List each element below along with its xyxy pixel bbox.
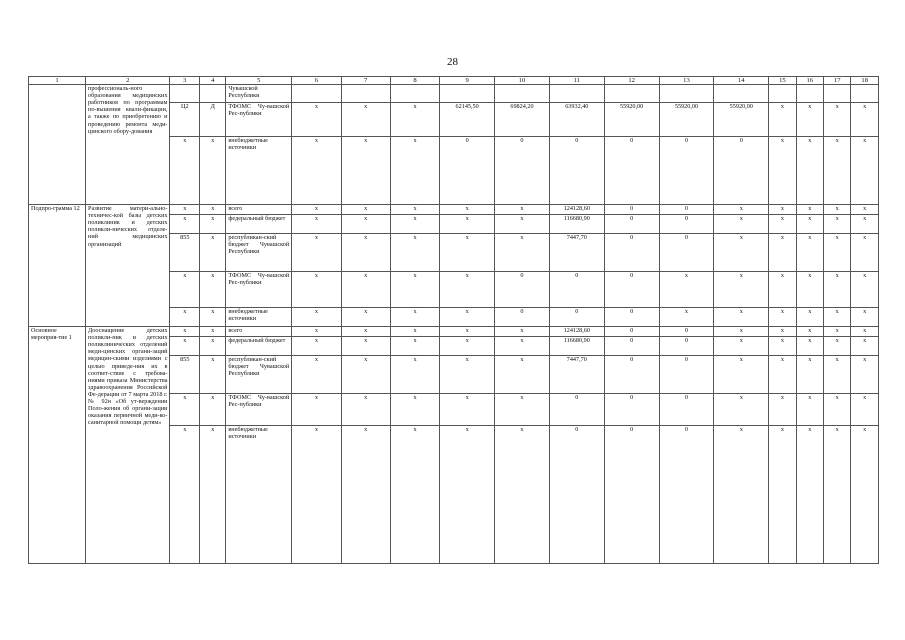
code-cell: х: [200, 272, 226, 308]
value-cell: х: [824, 137, 851, 205]
value-cell: х: [440, 272, 495, 308]
code-cell: х: [170, 308, 200, 327]
budget-table: [28, 76, 879, 564]
value-cell: х: [796, 234, 823, 272]
value-cell: х: [292, 394, 341, 426]
value-cell: 55920,00: [659, 103, 714, 137]
funding-source-cell: республикан-ский бюджет Чувашской Республики: [226, 356, 292, 394]
value-cell: х: [824, 394, 851, 426]
funding-source-cell: Чувашской Республики: [226, 85, 292, 103]
value-cell: х: [495, 356, 550, 394]
value-cell: 0: [604, 137, 659, 205]
value-cell: х: [292, 308, 341, 327]
value-cell: 0: [659, 215, 714, 234]
program-code-cell: Основное мероприя-тие 1: [29, 327, 86, 564]
value-cell: х: [851, 137, 879, 205]
value-cell: [851, 85, 879, 103]
value-cell: х: [390, 394, 439, 426]
value-cell: х: [495, 234, 550, 272]
value-cell: х: [292, 215, 341, 234]
value-cell: х: [824, 234, 851, 272]
value-cell: 0: [604, 356, 659, 394]
code-cell: х: [200, 308, 226, 327]
value-cell: х: [824, 308, 851, 327]
column-number: 12: [604, 77, 659, 85]
value-cell: 0: [549, 272, 604, 308]
column-number: 8: [390, 77, 439, 85]
value-cell: х: [390, 215, 439, 234]
value-cell: х: [390, 205, 439, 215]
value-cell: х: [824, 356, 851, 394]
column-number: 18: [851, 77, 879, 85]
funding-source-cell: республикан-ский бюджет Чувашской Республики: [226, 234, 292, 272]
value-cell: х: [769, 426, 796, 564]
program-code-cell: Подпро-грамма 12: [29, 205, 86, 327]
value-cell: х: [292, 356, 341, 394]
value-cell: 116680,90: [549, 215, 604, 234]
value-cell: х: [292, 337, 341, 356]
value-cell: х: [714, 394, 769, 426]
funding-source-cell: федеральный бюджет: [226, 337, 292, 356]
funding-source-cell: федеральный бюджет: [226, 215, 292, 234]
value-cell: х: [796, 215, 823, 234]
value-cell: х: [851, 272, 879, 308]
value-cell: х: [440, 215, 495, 234]
value-cell: 0: [659, 137, 714, 205]
value-cell: х: [341, 337, 390, 356]
program-description-cell: Развитие матери-ально-техничес-кой базы детских поликлиник и детских поликли-нических отделе-ний медицинских организаций: [86, 205, 170, 327]
code-cell: х: [200, 394, 226, 426]
value-cell: х: [341, 215, 390, 234]
value-cell: х: [341, 234, 390, 272]
value-cell: х: [851, 327, 879, 337]
program-description-cell: Дооснащение детских поликли-ник и детских поликлинических отделений меди-цинских органи-заций медицин-скими изделиями с целью приведе-ния их в соответ-ствие с требова-ниями приказа Министерства здравоохранения Российской Фе-дерации от 7 марта 2018 г. № 92н «Об ут-верждении Поло-жения об органи-зации оказания первичной меди-ко-санитарной помощи детям»: [86, 327, 170, 564]
value-cell: 0: [549, 426, 604, 564]
value-cell: 0: [604, 234, 659, 272]
value-cell: х: [824, 103, 851, 137]
value-cell: х: [440, 337, 495, 356]
value-cell: 124128,60: [549, 327, 604, 337]
funding-source-cell: ТФОМС Чу-вашской Рес-публики: [226, 394, 292, 426]
value-cell: [604, 85, 659, 103]
column-number: 3: [170, 77, 200, 85]
value-cell: 0: [604, 272, 659, 308]
column-number: 6: [292, 77, 341, 85]
value-cell: х: [495, 394, 550, 426]
value-cell: х: [440, 234, 495, 272]
value-cell: х: [714, 327, 769, 337]
page-number: 28: [447, 56, 458, 68]
value-cell: х: [292, 103, 341, 137]
value-cell: х: [659, 308, 714, 327]
value-cell: 0: [549, 137, 604, 205]
value-cell: х: [851, 103, 879, 137]
funding-source-cell: всего: [226, 205, 292, 215]
value-cell: х: [796, 137, 823, 205]
value-cell: х: [714, 215, 769, 234]
value-cell: х: [390, 327, 439, 337]
header-row: [29, 77, 879, 85]
value-cell: х: [292, 205, 341, 215]
value-cell: 7447,70: [549, 356, 604, 394]
value-cell: 0: [659, 205, 714, 215]
value-cell: х: [292, 327, 341, 337]
value-cell: х: [714, 272, 769, 308]
value-cell: 124128,60: [549, 205, 604, 215]
value-cell: х: [824, 337, 851, 356]
code-cell: х: [200, 215, 226, 234]
value-cell: 0: [604, 426, 659, 564]
value-cell: х: [769, 356, 796, 394]
table-row: [29, 85, 879, 103]
value-cell: х: [796, 308, 823, 327]
code-cell: х: [170, 337, 200, 356]
value-cell: 116680,90: [549, 337, 604, 356]
code-cell: х: [170, 215, 200, 234]
column-number: 2: [86, 77, 170, 85]
value-cell: х: [824, 215, 851, 234]
code-cell: х: [200, 426, 226, 564]
value-cell: [440, 85, 495, 103]
value-cell: х: [796, 205, 823, 215]
value-cell: 0: [659, 327, 714, 337]
value-cell: [769, 85, 796, 103]
code-cell: х: [200, 337, 226, 356]
column-number: 1: [29, 77, 86, 85]
funding-source-cell: всего: [226, 327, 292, 337]
value-cell: х: [769, 103, 796, 137]
value-cell: [390, 85, 439, 103]
value-cell: х: [769, 337, 796, 356]
value-cell: х: [341, 272, 390, 308]
value-cell: 0: [604, 205, 659, 215]
value-cell: 0: [549, 394, 604, 426]
column-number: 7: [341, 77, 390, 85]
value-cell: х: [769, 272, 796, 308]
column-number: 4: [200, 77, 226, 85]
value-cell: х: [769, 137, 796, 205]
value-cell: х: [341, 137, 390, 205]
value-cell: х: [440, 394, 495, 426]
value-cell: х: [796, 327, 823, 337]
code-cell: 855: [170, 234, 200, 272]
value-cell: 69824,20: [495, 103, 550, 137]
value-cell: 0: [604, 337, 659, 356]
value-cell: 0: [659, 426, 714, 564]
value-cell: х: [390, 103, 439, 137]
value-cell: [796, 85, 823, 103]
column-number: 10: [495, 77, 550, 85]
value-cell: х: [390, 426, 439, 564]
column-number: 5: [226, 77, 292, 85]
code-cell: Д: [200, 103, 226, 137]
column-number: 13: [659, 77, 714, 85]
value-cell: х: [390, 272, 439, 308]
value-cell: х: [440, 205, 495, 215]
code-cell: х: [170, 205, 200, 215]
value-cell: х: [714, 308, 769, 327]
funding-source-cell: внебюджетные источники: [226, 137, 292, 205]
column-number: 9: [440, 77, 495, 85]
value-cell: х: [796, 103, 823, 137]
value-cell: х: [769, 215, 796, 234]
value-cell: х: [341, 308, 390, 327]
value-cell: [549, 85, 604, 103]
value-cell: [341, 85, 390, 103]
funding-source-cell: ТФОМС Чу-вашской Рес-публики: [226, 272, 292, 308]
value-cell: х: [714, 426, 769, 564]
value-cell: х: [440, 327, 495, 337]
code-cell: [200, 85, 226, 103]
column-number: 17: [824, 77, 851, 85]
value-cell: [659, 85, 714, 103]
value-cell: х: [824, 272, 851, 308]
value-cell: 7447,70: [549, 234, 604, 272]
value-cell: х: [851, 205, 879, 215]
value-cell: х: [851, 234, 879, 272]
value-cell: х: [714, 337, 769, 356]
value-cell: х: [440, 308, 495, 327]
code-cell: х: [200, 356, 226, 394]
value-cell: х: [341, 394, 390, 426]
value-cell: х: [714, 234, 769, 272]
value-cell: х: [769, 205, 796, 215]
value-cell: х: [769, 234, 796, 272]
value-cell: 0: [604, 327, 659, 337]
value-cell: 0: [495, 308, 550, 327]
code-cell: х: [200, 234, 226, 272]
value-cell: 0: [659, 234, 714, 272]
value-cell: 0: [714, 137, 769, 205]
value-cell: х: [851, 394, 879, 426]
value-cell: х: [796, 394, 823, 426]
value-cell: х: [851, 426, 879, 564]
code-cell: х: [200, 205, 226, 215]
value-cell: х: [824, 205, 851, 215]
column-number: 11: [549, 77, 604, 85]
value-cell: х: [390, 337, 439, 356]
value-cell: х: [495, 337, 550, 356]
value-cell: 0: [604, 308, 659, 327]
value-cell: х: [851, 215, 879, 234]
value-cell: х: [341, 327, 390, 337]
code-cell: х: [170, 327, 200, 337]
value-cell: х: [495, 205, 550, 215]
table-row: [29, 205, 879, 215]
value-cell: х: [390, 137, 439, 205]
value-cell: х: [851, 356, 879, 394]
value-cell: х: [341, 356, 390, 394]
funding-source-cell: внебюджетные источники: [226, 426, 292, 564]
value-cell: х: [440, 426, 495, 564]
value-cell: х: [495, 215, 550, 234]
value-cell: [292, 85, 341, 103]
value-cell: 0: [659, 356, 714, 394]
code-cell: х: [170, 272, 200, 308]
table-row: [29, 327, 879, 337]
value-cell: х: [851, 337, 879, 356]
value-cell: х: [495, 426, 550, 564]
value-cell: 0: [659, 337, 714, 356]
value-cell: [495, 85, 550, 103]
funding-source-cell: ТФОМС Чу-вашской Рес-публики: [226, 103, 292, 137]
code-cell: Ц2: [170, 103, 200, 137]
value-cell: 0: [659, 394, 714, 426]
value-cell: х: [714, 205, 769, 215]
value-cell: х: [292, 426, 341, 564]
value-cell: 0: [440, 137, 495, 205]
value-cell: 0: [549, 308, 604, 327]
value-cell: 62145,50: [440, 103, 495, 137]
value-cell: х: [495, 327, 550, 337]
value-cell: 55920,00: [604, 103, 659, 137]
value-cell: х: [796, 356, 823, 394]
code-cell: 855: [170, 356, 200, 394]
value-cell: х: [390, 308, 439, 327]
code-cell: х: [200, 137, 226, 205]
value-cell: х: [292, 234, 341, 272]
code-cell: х: [170, 137, 200, 205]
value-cell: х: [851, 308, 879, 327]
value-cell: х: [769, 394, 796, 426]
code-cell: [170, 85, 200, 103]
value-cell: 0: [495, 137, 550, 205]
value-cell: [714, 85, 769, 103]
program-code-cell: [29, 85, 86, 205]
value-cell: х: [796, 337, 823, 356]
column-number: 16: [796, 77, 823, 85]
code-cell: х: [200, 327, 226, 337]
value-cell: х: [341, 426, 390, 564]
value-cell: 0: [495, 272, 550, 308]
value-cell: х: [714, 356, 769, 394]
value-cell: 0: [604, 215, 659, 234]
funding-source-cell: внебюджетные источники: [226, 308, 292, 327]
value-cell: х: [390, 356, 439, 394]
column-number: 14: [714, 77, 769, 85]
value-cell: [824, 85, 851, 103]
value-cell: 0: [604, 394, 659, 426]
value-cell: х: [824, 426, 851, 564]
value-cell: х: [659, 272, 714, 308]
code-cell: х: [170, 426, 200, 564]
value-cell: 63932,40: [549, 103, 604, 137]
value-cell: х: [769, 308, 796, 327]
value-cell: х: [796, 272, 823, 308]
value-cell: х: [824, 327, 851, 337]
value-cell: 55920,00: [714, 103, 769, 137]
value-cell: х: [440, 356, 495, 394]
value-cell: х: [341, 205, 390, 215]
value-cell: х: [769, 327, 796, 337]
column-number: 15: [769, 77, 796, 85]
value-cell: х: [796, 426, 823, 564]
program-description-cell: профессиональ-ного образования медицинских работников по программам по-вышения квали-фикации, а также по приобретению и проведению ремонта меди-цинского обору-дования: [86, 85, 170, 205]
value-cell: х: [292, 272, 341, 308]
value-cell: х: [341, 103, 390, 137]
value-cell: х: [292, 137, 341, 205]
code-cell: х: [170, 394, 200, 426]
value-cell: х: [390, 234, 439, 272]
